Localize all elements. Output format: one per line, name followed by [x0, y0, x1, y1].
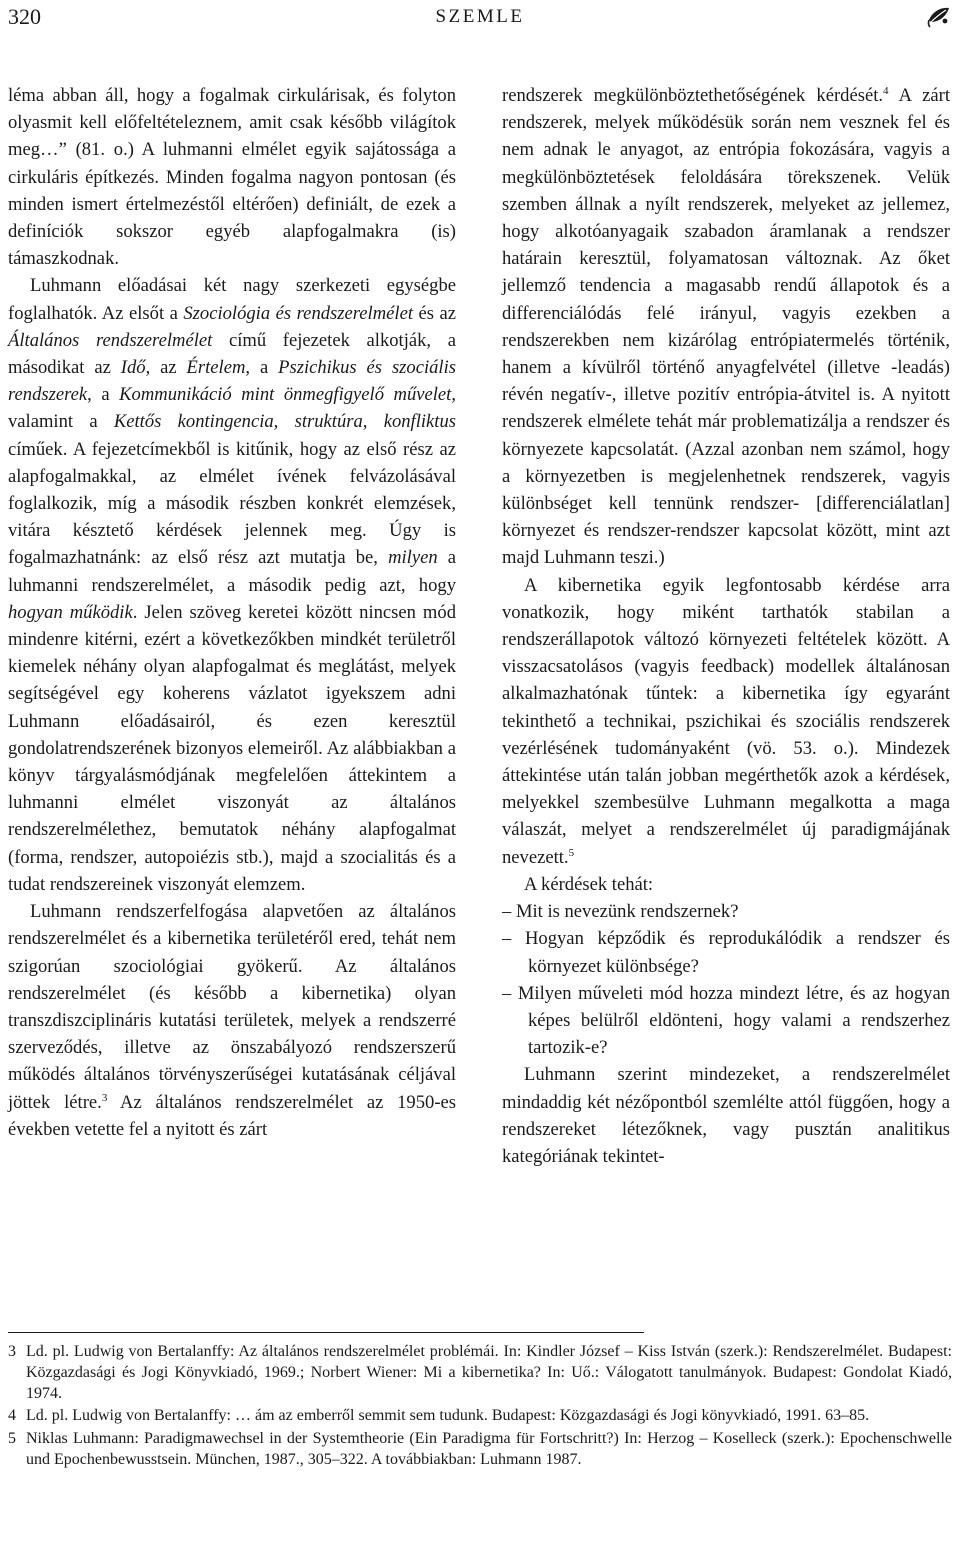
- page-header: [8, 4, 952, 34]
- footnote-divider: [8, 1332, 644, 1333]
- leaf-ornament-icon: [926, 4, 952, 28]
- footnote-text: Ld. pl. Ludwig von Bertalanffy: … ám az emberről semmit sem tudunk. Budapest: Közgazdasági és Jogi könyvkiadó, 1991. 63–85.: [26, 1407, 870, 1425]
- right-column: [502, 82, 950, 1170]
- paragraph: léma abban áll, hogy a fogalmak cirkulárisak, és folyton olyasmit kell előfeltételeznem, amit csak később világítok meg…” (81. o.) A luhmanni elmélet egyik sajátossága a cirkuláris építkezés. Minden fogalma nagyon pontosan (és minden ismert értelmezéstől eltérően) definiált, de ezek a definíciók sokszor egyéb alapfogalmakra (is) támaszkodnak.: [8, 85, 456, 270]
- footnote: [8, 1406, 952, 1427]
- paragraph: Luhmann rendszerfelfogása alapvetően az általános rendszerelmélet és a kibernetika területéről ered, tehát nem szigorúan szociológiai gyökerű. Az általános rendszerelmélet (és később a kibernetika) olyan transzdiszciplináris kutatási területek, melyek a rendszerré szerveződés, illetve az önszabályozó rendszerszerű működés általános törvényszerűségei kutatásának céljával jöttek létre.$^3$ Az általános rendszerelmélet az 1950-es években vetette fel a nyitott és zárt: [8, 901, 456, 1140]
- left-column: [8, 82, 456, 1143]
- footnote-text: Niklas Luhmann: Paradigmawechsel in der Systemtheorie (Ein Paradigma für Fortschritt?) In: Herzog – Koselleck (szerk.): Epochenschwelle und Epochenbewusstsein. München, 1987., 305–322. A továbbiakban: Luhmann 1987.: [26, 1430, 952, 1468]
- paragraph: A kérdések tehát:: [524, 873, 654, 895]
- footnote: [8, 1429, 952, 1471]
- footnote-text: Ld. pl. Ludwig von Bertalanffy: Az általános rendszerelmélet problémái. In: Kindler József – Kiss István (szerk.): Rendszerelmélet. Budapest: Közgazdasági és Jogi Könyvkiadó, 1969.; Norbert Wiener: Mi a kibernetika? In: Uő.: Válogatott tanulmányok. Budapest: Gondolat Kiadó, 1974.: [26, 1343, 952, 1402]
- right-column-paragraphs: [502, 82, 950, 898]
- footnote: [8, 1342, 952, 1404]
- right-column-continuation: [502, 1061, 950, 1170]
- footnotes: [8, 1342, 952, 1473]
- paragraph: Luhmann előadásai két nagy szerkezeti egységbe foglalhatók. Az elsőt a Szociológia és rendszerelmélet és az Általános rendszerelmélet című fejezetek alkotják, a másodikat az Idő, az Értelem, a Pszichikus és szociális rendszerek, a Kommunikáció mint önmegfigyelő művelet, valamint a Kettős kontingencia, struktúra, konfliktus címűek. A fejezetcímekből is kitűnik, hogy az első rész az alapfogalmakkal, az elmélet ívének felvázolásával foglalkozik, míg a második részben konkrét elemzések, vitára késztető kérdések jelennek meg. Úgy is fogalmazhatnánk: az első rész azt mutatja be, milyen a luhmanni rendszerelmélet, a második pedig azt, hogy hogyan működik. Jelen szöveg keretei között nincsen mód mindenre kitérni, ezért a következőkben mindkét területről kiemelek néhány olyan alapfogalmat és meglátást, melyek segítségével egy koherens vázlatot igyekszem adni Luhmann előadásairól, és ezen keresztül gondolatrendszerének bizonyos elemeiről. Az alábbiakban a könyv tárgyalásmódjának megfelelően áttekintem a luhmanni elmélet viszonyát az általános rendszerelmélethez, bemutatok néhány alapfogalmat (forma, rendszer, autopoiézis stb.), majd a szocialitás és a tudat rendszereinek viszonyát elemzem.: [8, 275, 457, 895]
- paragraph: A kibernetika egyik legfontosabb kérdése arra vonatkozik, hogy miként tarthatók stabilan a rendszerállapotok változó környezeti feltételek között. A visszacsatolásos (vagyis feedback) modellek általánosan alkalmazhatónak tűntek: a kibernetika így egyaránt tekinthető a technikai, pszichikai és szociális rendszerek vezérlésének tudományaként (vö. 53. o.). Mindezek áttekintése után talán jobban megérthetők azok a kérdések, melyekkel szembesülve Luhmann megalkotta a maga válaszát, melyet a rendszerelmélet új paradigmájának nevezett.$^5$: [502, 574, 950, 868]
- running-head: SZEMLE: [435, 6, 525, 27]
- footnote-number: 5: [8, 1430, 16, 1448]
- paragraph: Luhmann szerint mindezeket, a rendszerelmélet mindaddig két nézőpontból szemlélte attól függően, hogy a rendszereket létezőknek, vagy pusztán analitikus kategóriának tekintet-: [502, 1064, 950, 1167]
- question-list: [502, 898, 950, 1061]
- footnote-number: 4: [8, 1407, 16, 1425]
- paragraph: rendszerek megkülönböztethetőségének kérdését.$^4$ A zárt rendszerek, melyek működésük során nem vesznek fel és nem adnak le anyagot, az entrópia fokozására, vagyis a megkülönböztetések feloldására törekszenek. Velük szemben állnak a nyílt rendszerek, melyeket az jellemez, hogy alkotóanyagaik szabadon áramlanak a rendszer határain keresztül, folyamatosan változnak. Az őket jellemző tendencia a magasabb rendű állapotok és a differenciálódás felé irányul, vagyis ezekben a rendszerekben nem kizárólag entrópiatermelés történik, hanem a kívülről történő anyagfelvétel (illetve -leadás) révén negatív-, illetve pozitív entrópia-átvitel is. A nyitott rendszerek elmélete tehát már problematizálja a rendszer és környezete kapcsolatát. (Azzal azonban nem számol, hogy a környezetben is megjelenhetnek rendszerek, vagyis különbséget kell tennünk rendszer- [differenciálatlan] környezet és rendszer-rendszer kapcsolat között, mint azt majd Luhmann teszi.): [502, 84, 950, 569]
- page-number: 320: [8, 4, 41, 29]
- question-item: – Hogyan képződik és reprodukálódik a rendszer és környezet különbsége?: [502, 928, 950, 977]
- question-item: – Milyen műveleti mód hozza mindezt létre, és az hogyan képes belülről eldönteni, hogy valami a rendszerhez tartozik-e?: [502, 982, 950, 1059]
- footnote-number: 3: [8, 1343, 16, 1360]
- question-item: – Mit is nevezünk rendszernek?: [502, 901, 739, 923]
